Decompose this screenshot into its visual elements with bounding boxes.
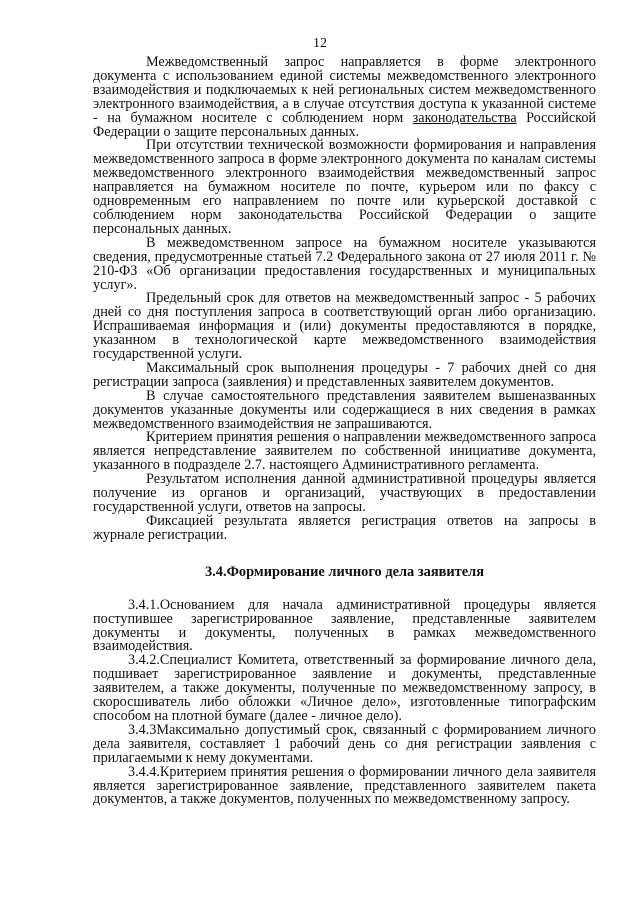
page-number: 12	[313, 36, 327, 51]
paragraph-interagency-request-form	[93, 56, 596, 139]
paragraph-3-4-3: 3.4.3Максимально допустимый срок, связанный с формированием личного дела заявителя, составляет 1 рабочий день со дня регистрации заявления с прилагаемыми к нему документами.	[93, 721, 596, 766]
section-heading: 3.4.Формирование личного дела заявителя	[204, 563, 484, 580]
document-body	[93, 56, 596, 807]
paragraph-3-4-2: 3.4.2.Специалист Комитета, ответственный за формирование личного дела, подшивает зарегистрированное заявление и документы, представленные заявителем, а также документы, полученные по межведомственному запросу, в скоросшиватель либо обложки «Личное дело», изготовленные типографским способом на плотной бумаге (далее - личное дело).	[93, 652, 596, 724]
paragraph-request-contents: В межведомственном запросе на бумажном носителе указываются сведения, предусмотренные статьей 7.2 Федерального закона от 27 июля 2011 г. № 210-ФЗ «Об организации предоставления государственных и муниципальных услуг».	[93, 234, 596, 293]
paragraph-decision-criterion: Критерием принятия решения о направлении межведомственного запроса является непредставление заявителем по собственной инициативе документа, указанного в подразделе 2.7. настоящего Административного регламента.	[93, 429, 596, 474]
paragraph-self-submission: В случае самостоятельного представления заявителем вышеназванных документов указанные документы или содержащиеся в них сведения в рамках межведомственного взаимодействия не запрашиваются.	[93, 387, 596, 432]
paragraph-response-deadline: Предельный срок для ответов на межведомственный запрос - 5 рабочих дней со дня поступления запроса в соответствующий орган либо организацию. Испрашиваемая информация и (или) документы предоставляются в порядке, указанном в технологической карте межведомственного взаимодействия государственной услуги.	[93, 290, 596, 363]
paragraph-result: Результатом исполнения данной административной процедуры является получение из органов и организаций, участвующих в предоставлении государственной услуги, ответов на запросы.	[93, 471, 596, 515]
paragraph-text: Российской Федерации о защите персональных данных.	[93, 109, 597, 140]
paragraph-result-fixation: Фиксацией результата является регистрация ответов на запросы в журнале регистрации.	[93, 512, 596, 543]
paragraph-max-duration: Максимальный срок выполнения процедуры - 7 рабочих дней со дня регистрации запроса (заявления) и представленных заявителем документов.	[93, 359, 596, 390]
legislation-link[interactable]: законодательства	[412, 109, 517, 126]
paragraph-3-4-4: 3.4.4.Критерием принятия решения о формировании личного дела заявителя является зарегистрированное заявление, представленного заявителем пакета документов, а также документов, полученных по межведомственному запросу.	[93, 763, 596, 808]
paragraph-text: Межведомственный запрос направляется в форме электронного документа с использованием единой системы межведомственного электронного взаимодействия и подключаемых к ней региональных систем межведомственного электронного взаимодействия, а в случае отсутствия доступа к указанной системе - на бумажном носителе с соблюдением норм	[93, 54, 596, 126]
paragraph-paper-request: При отсутствии технической возможности формирования и направления межведомственного запроса в форме электронного документа по каналам системы межведомственного электронного взаимодействия межведомственный запрос направляется на бумажном носителе по почте, курьером или по факсу с одновременным его направлением по почте или курьерской доставкой с соблюдением норм законодательства Российской Федерации о защите персональных данных.	[93, 137, 596, 237]
paragraph-3-4-1: 3.4.1.Основанием для начала административной процедуры является поступившее зарегистрированное заявление, представленные заявителем документы и документы, полученных в рамках межведомственного взаимодействия.	[93, 596, 596, 655]
